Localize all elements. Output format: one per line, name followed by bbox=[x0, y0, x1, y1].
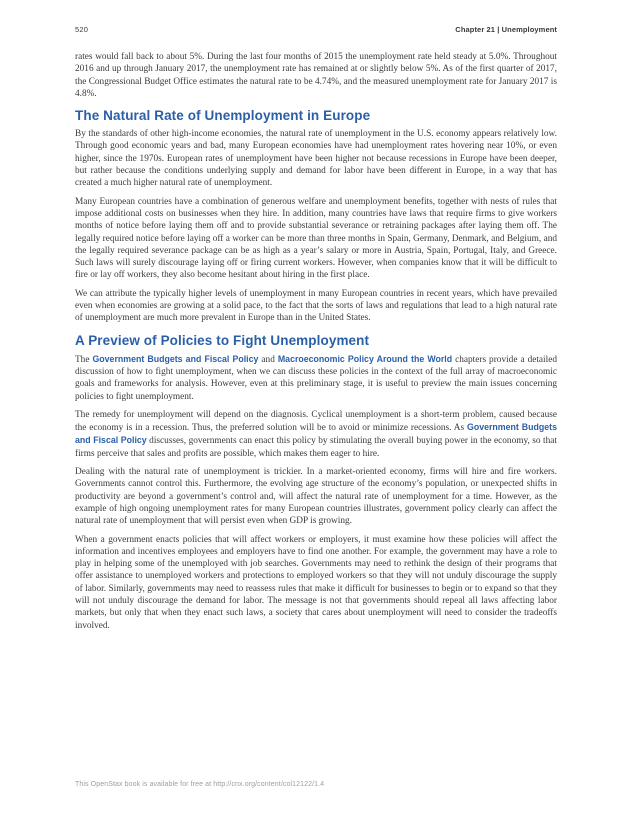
paragraph-policies-1 bbox=[75, 353, 557, 403]
link-government-budgets-fiscal-policy[interactable]: Government Budgets and Fiscal Policy bbox=[92, 353, 259, 364]
page-number: 520 bbox=[75, 25, 89, 34]
paragraph-europe-3: We can attribute the typically higher levels of unemployment in many European countries in recent years, which have prevailed even when economies are growing at a solid pace, to the fact that the sorts of laws and regulations that lead to a high natural rate of unemployment are much more prevalent in Europe than in the United States. bbox=[75, 288, 557, 324]
text-run: discusses, governments can enact this policy by stimulating the overall buying power in the economy, so that firms perceive that sales and profits are possible, which makes them eager to hire. bbox=[75, 436, 557, 459]
text-run: The remedy for unemployment will depend on the diagnosis. Cyclical unemployment is a short-term problem, caused because the economy is in a recession. Thus, the preferred solution will be to avoid or minimize recessions. As bbox=[75, 409, 557, 434]
text-run: The bbox=[75, 354, 93, 365]
paragraph-natural-rate-intro: rates would fall back to about 5%. During the last four months of 2015 the unemployment rate held steady at 5.0%. Throughout 2016 and up through January 2017, the unemployment rate has remained at or slightly below 5%. As of the first quarter of 2017, the Congressional Budget Office estimates the natural rate to be 4.74%, and the measured unemployment rate for January 2017 is 4.8%. bbox=[75, 52, 557, 99]
paragraph-policies-3: Dealing with the natural rate of unemployment is trickier. In a market-oriented economy, firms will hire and fire workers. Governments cannot control this. Furthermore, the evolving age structure of the economy’s population, or unexpected shifts in productivity are beyond a government’s control and, will affect the natural rate of unemployment for a time. However, as the example of high ongoing unemployment rates for many European countries illustrates, government policy clearly can affect the natural rate of unemployment that will persist even when GDP is growing. bbox=[75, 467, 557, 527]
paragraph-europe-2: Many European countries have a combination of generous welfare and unemployment benefits, together with nests of rules that impose additional costs on businesses when they hire. In addition, many countries have laws that require firms to give workers months of notice before laying them off and to provide substantial severance or retraining packages after laying them off. The legally required notice before laying off a worker can be more than three months in Spain, Germany, Denmark, and Belgium, and the legally required severance package can be as high as a year’s salary or more in Austria, Spain, Portugal, Italy, and Greece. Such laws will surely discourage laying off or firing current workers. However, when companies know that it will be difficult to fire or lay off workers, they also become hesitant about hiring in the first place. bbox=[75, 196, 557, 281]
section-heading-natural-rate-europe: The Natural Rate of Unemployment in Europe bbox=[75, 108, 371, 124]
link-government-budgets-fiscal-policy[interactable]: Government Budgets and Fiscal Policy bbox=[75, 422, 557, 446]
paragraph-policies-4: When a government enacts policies that will affect workers or employers, it must examine how these policies will affect the information and incentives employees and employers have to find one another. For example, the government may have a role to play in helping some of the unemployed with job searches. Governments may need to rethink the design of their programs that offer assistance to unemployed workers and protections to employed workers so that they will not unduly discourage the supply of labor. Similarly, governments may need to reassess rules that make it difficult for businesses to begin or to expand so that they will not unduly discourage the demand for labor. The message is not that governments should repeal all laws affecting labor markets, but only that when they enact such laws, a society that cares about unemployment will need to consider the tradeoffs involved. bbox=[75, 534, 557, 631]
text-run: chapters provide a detailed discussion of how to fight unemployment, when we can discuss these policies in the context of the full array of macroeconomic goals and frameworks for analysis. However, even at this preliminary stage, it is useful to preview the main issues concerning policies to fight unemployment. bbox=[75, 354, 557, 402]
paragraph-policies-2 bbox=[75, 409, 557, 460]
paragraph-europe-1: By the standards of other high-income economies, the natural rate of unemployment in the U.S. economy appears relatively low. Through good economic years and bad, many European economies have had unemployment rates hovering near 10%, or even higher, since the 1970s. European rates of unemployment have been higher not because recessions in Europe have been deeper, but rather because the conditions underlying supply and demand for labor have been different in Europe, in a way that has created a much higher natural rate of unemployment. bbox=[75, 129, 557, 189]
page-content bbox=[75, 51, 557, 632]
chapter-title: Chapter 21 | Unemployment bbox=[455, 25, 557, 34]
running-header bbox=[75, 25, 557, 34]
link-macroeconomic-policy-around-world[interactable]: Macroeconomic Policy Around the World bbox=[277, 353, 453, 364]
text-run: and bbox=[258, 354, 278, 365]
section-heading-policies-preview: A Preview of Policies to Fight Unemployment bbox=[75, 332, 370, 348]
page-footer-note: This OpenStax book is available for free at http://cnx.org/content/col12122/1.4 bbox=[75, 781, 325, 788]
